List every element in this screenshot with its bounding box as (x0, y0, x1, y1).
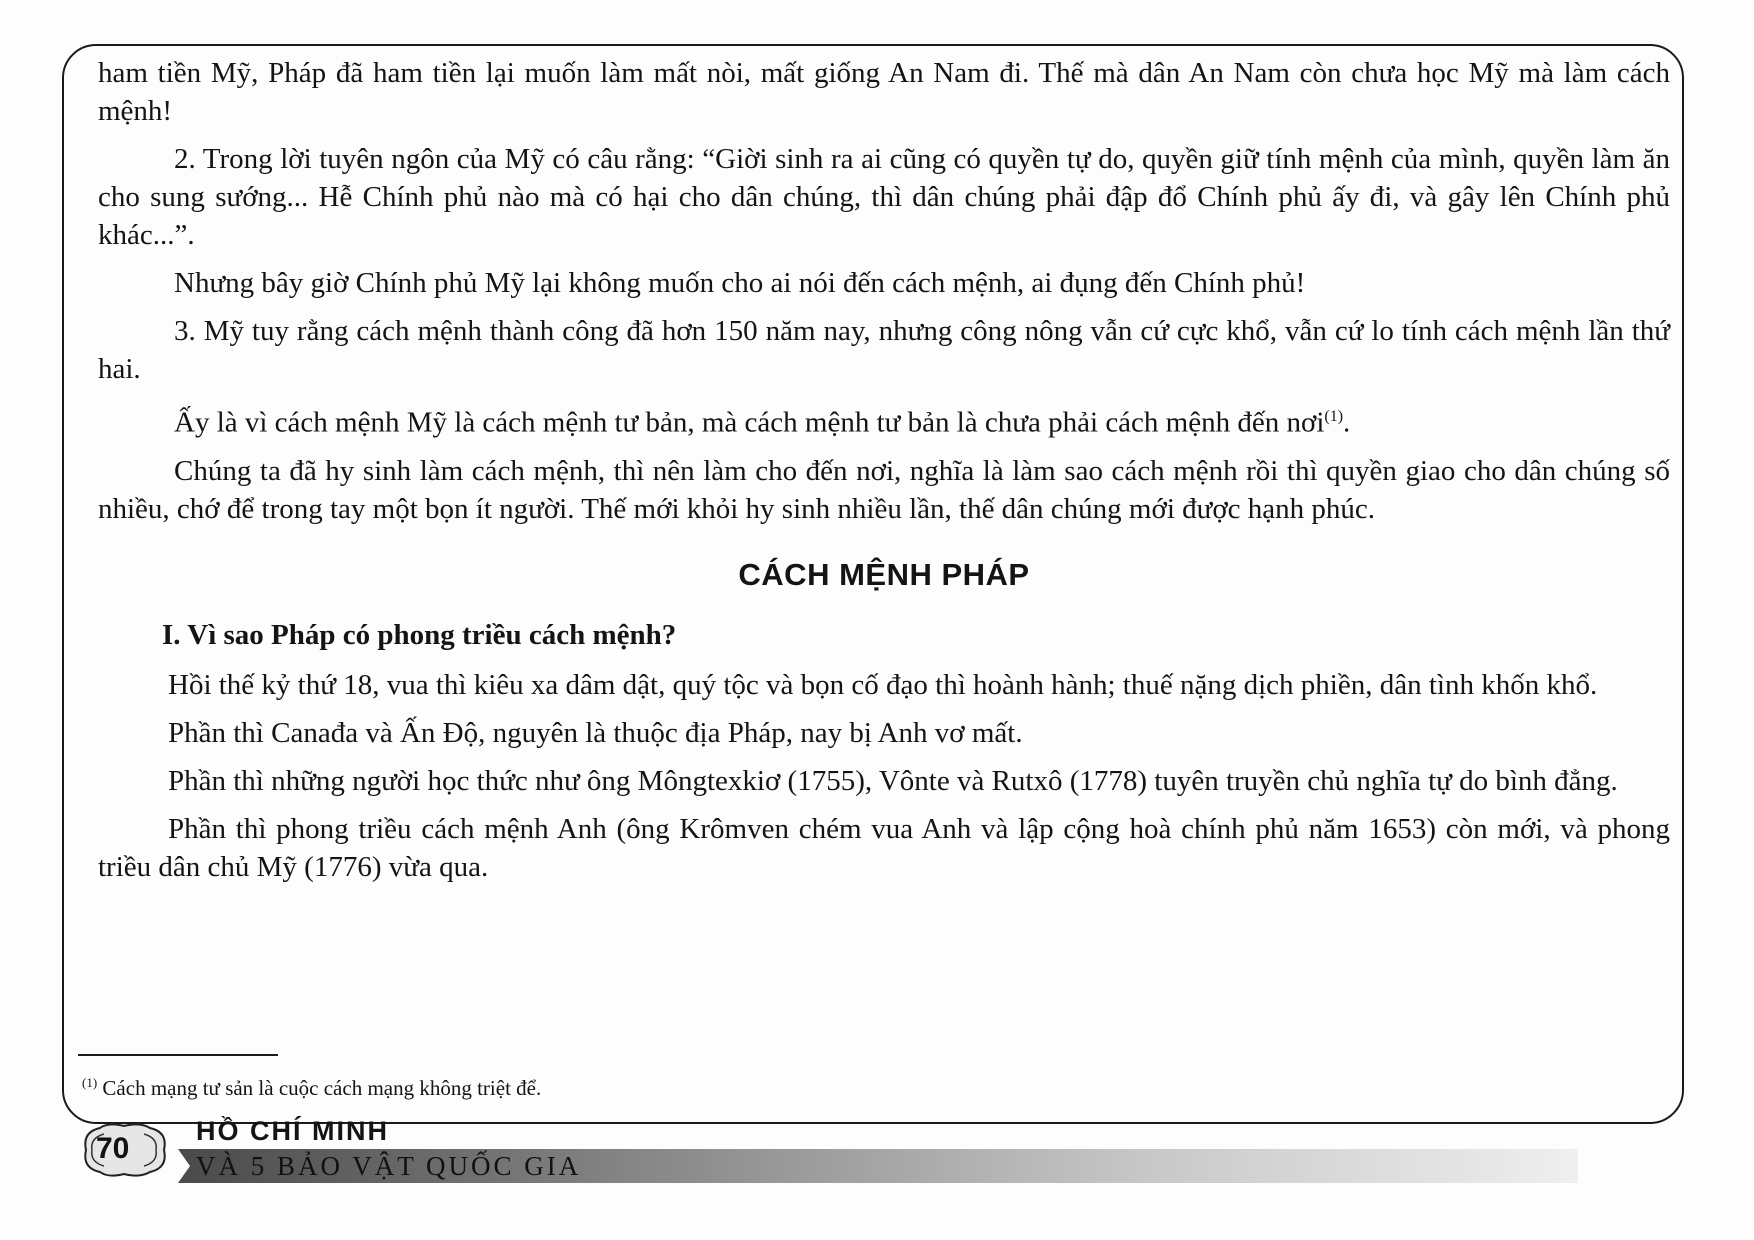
footnote-reference: (1) (1324, 408, 1344, 425)
footnote-mark: (1) (82, 1075, 98, 1090)
footnote (82, 1070, 541, 1101)
page-body (98, 54, 1670, 896)
paragraph: Phần thì những người học thức như ông Môngtexkiơ (1755), Vônte và Rutxô (1778) tuyên truyền chủ nghĩa tự do bình đẳng. (168, 764, 1618, 797)
paragraph: Phần thì Canađa và Ấn Độ, nguyên là thuộc địa Pháp, nay bị Anh vơ mất. (168, 716, 1023, 749)
book-title: HỒ CHÍ MINH (196, 1116, 389, 1146)
paragraph: 2. Trong lời tuyên ngôn của Mỹ có câu rằng: “Giời sinh ra ai cũng có quyền tự do, quyền giữ tính mệnh của mình, quyền làm ăn cho sung sướng... Hễ Chính phủ nào mà có hại cho dân chúng, thì dân chúng phải đập đổ Chính phủ ấy đi, và gây lên Chính phủ khác...”. (98, 143, 1670, 251)
paragraph: 3. Mỹ tuy rằng cách mệnh thành công đã hơn 150 năm nay, nhưng công nông vẫn cứ cực khổ, vẫn cứ lo tính cách mệnh lần thứ hai. (98, 315, 1670, 385)
paragraph: ham tiền Mỹ, Pháp đã ham tiền lại muốn làm mất nòi, mất giống An Nam đi. Thế mà dân An Nam còn chưa học Mỹ mà làm cách mệnh! (98, 57, 1670, 127)
section-heading: CÁCH MỆNH PHÁP (738, 556, 1030, 592)
paragraph: Hồi thế kỷ thứ 18, vua thì kiêu xa dâm dật, quý tộc và bọn cố đạo thì hoành hành; thuế nặng dịch phiền, dân tình khốn khổ. (168, 668, 1598, 701)
footnote-text: Cách mạng tư sản là cuộc cách mạng không triệt để. (97, 1076, 542, 1100)
paragraph: Nhưng bây giờ Chính phủ Mỹ lại không muốn cho ai nói đến cách mệnh, ai đụng đến Chính phủ! (174, 267, 1306, 299)
book-subtitle: VÀ 5 BẢO VẬT QUỐC GIA (196, 1151, 582, 1181)
paragraph-text: Ấy là vì cách mệnh Mỹ là cách mệnh tư bản, mà cách mệnh tư bản là chưa phải cách mệnh đến nơi (174, 406, 1325, 439)
footnote-divider (78, 1054, 278, 1056)
paragraph: Chúng ta đã hy sinh làm cách mệnh, thì nên làm cho đến nơi, nghĩa là làm sao cách mệnh rồi thì quyền giao cho dân chúng số nhiều, chớ để trong tay một bọn ít người. Thế mới khỏi hy sinh nhiều lần, thế dân chúng mới được hạnh phúc. (98, 454, 1670, 525)
section-subheading: I. Vì sao Pháp có phong triều cách mệnh? (162, 618, 677, 651)
paragraph: Ấy là vì cách mệnh Mỹ là cách mệnh tư bản, mà cách mệnh tư bản là chưa phải cách mệnh đến nơi$^{(1)}$. (174, 406, 1351, 439)
paragraph: Phần thì phong triều cách mệnh Anh (ông Krômven chém vua Anh và lập cộng hoà chính phủ năm 1653) còn mới, và phong triều dân chủ Mỹ (1776) vừa qua. (98, 812, 1670, 883)
page-number: 70 (96, 1132, 130, 1165)
